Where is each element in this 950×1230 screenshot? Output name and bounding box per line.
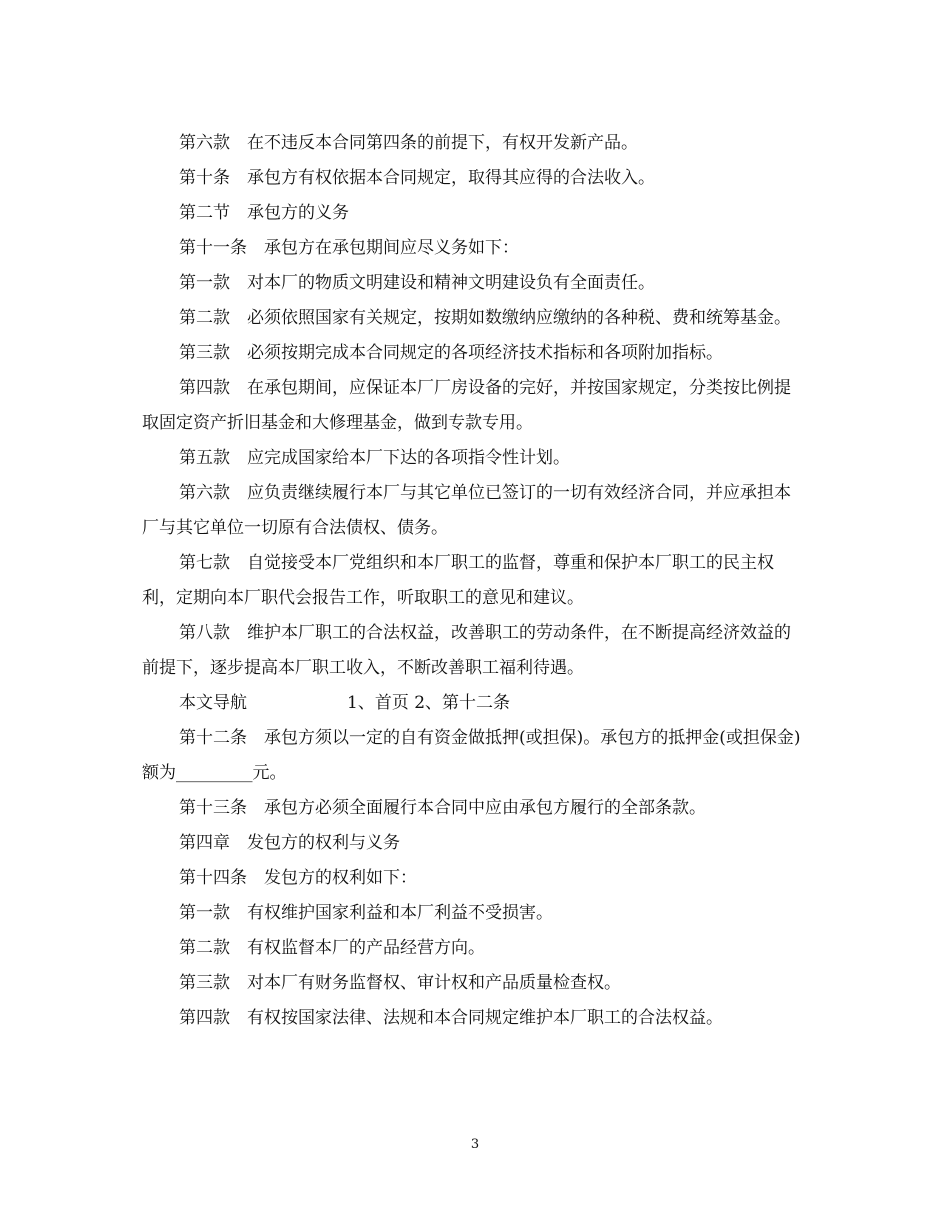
clause-paragraph: 第五款 应完成国家给本厂下达的各项指令性计划。 [179,448,570,468]
navigation-links[interactable]: 1、首页 2、第十二条 [347,693,511,713]
section-heading: 第二节 承包方的义务 [179,203,349,223]
clause-paragraph: 第十二条 承包方须以一定的自有资金做抵押(或担保)。承包方的抵押金(或担保金)额为_________元。 [142,728,801,783]
page-number: 3 [470,1137,480,1152]
chapter-heading: 第四章 发包方的权利与义务 [179,833,400,853]
clause-paragraph: 第十三条 承包方必须全面履行本合同中应由承包方履行的全部条款。 [179,798,706,818]
clause-paragraph: 第十一条 承包方在承包期间应尽义务如下： [179,238,519,258]
clause-paragraph: 第三款 对本厂有财务监督权、审计权和产品质量检查权。 [179,973,621,993]
clause-paragraph: 第一款 有权维护国家利益和本厂利益不受损害。 [179,903,553,923]
navigation-label: 本文导航 [179,693,247,713]
clause-paragraph: 第七款 自觉接受本厂党组织和本厂职工的监督，尊重和保护本厂职工的民主权利，定期向本厂职代会报告工作，听取职工的意见和建议。 [142,553,774,608]
clause-paragraph: 第四款 在承包期间，应保证本厂厂房设备的完好，并按国家规定，分类按比例提取固定资产折旧基金和大修理基金，做到专款专用。 [142,378,791,433]
clause-paragraph: 第三款 必须按期完成本合同规定的各项经济技术指标和各项附加指标。 [179,343,723,363]
clause-paragraph: 第八款 维护本厂职工的合法权益，改善职工的劳动条件，在不断提高经济效益的前提下，逐步提高本厂职工收入，不断改善职工福利待遇。 [142,623,791,678]
clause-paragraph: 第六款 应负责继续履行本厂与其它单位已签订的一切有效经济合同，并应承担本厂与其它单位一切原有合法债权、债务。 [142,483,791,538]
clause-paragraph: 第十条 承包方有权依据本合同规定，取得其应得的合法收入。 [179,168,655,188]
clause-paragraph: 第十四条 发包方的权利如下： [179,868,417,888]
clause-paragraph: 第一款 对本厂的物质文明建设和精神文明建设负有全面责任。 [179,273,655,293]
clause-paragraph: 第二款 必须依照国家有关规定，按期如数缴纳应缴纳的各种税、费和统筹基金。 [179,308,791,328]
clause-paragraph: 第二款 有权监督本厂的产品经营方向。 [179,938,485,958]
document-body [142,126,807,1036]
clause-paragraph: 第六款 在不违反本合同第四条的前提下，有权开发新产品。 [179,133,638,153]
article-navigation [142,686,807,721]
clause-paragraph: 第四款 有权按国家法律、法规和本合同规定维护本厂职工的合法权益。 [179,1008,723,1028]
